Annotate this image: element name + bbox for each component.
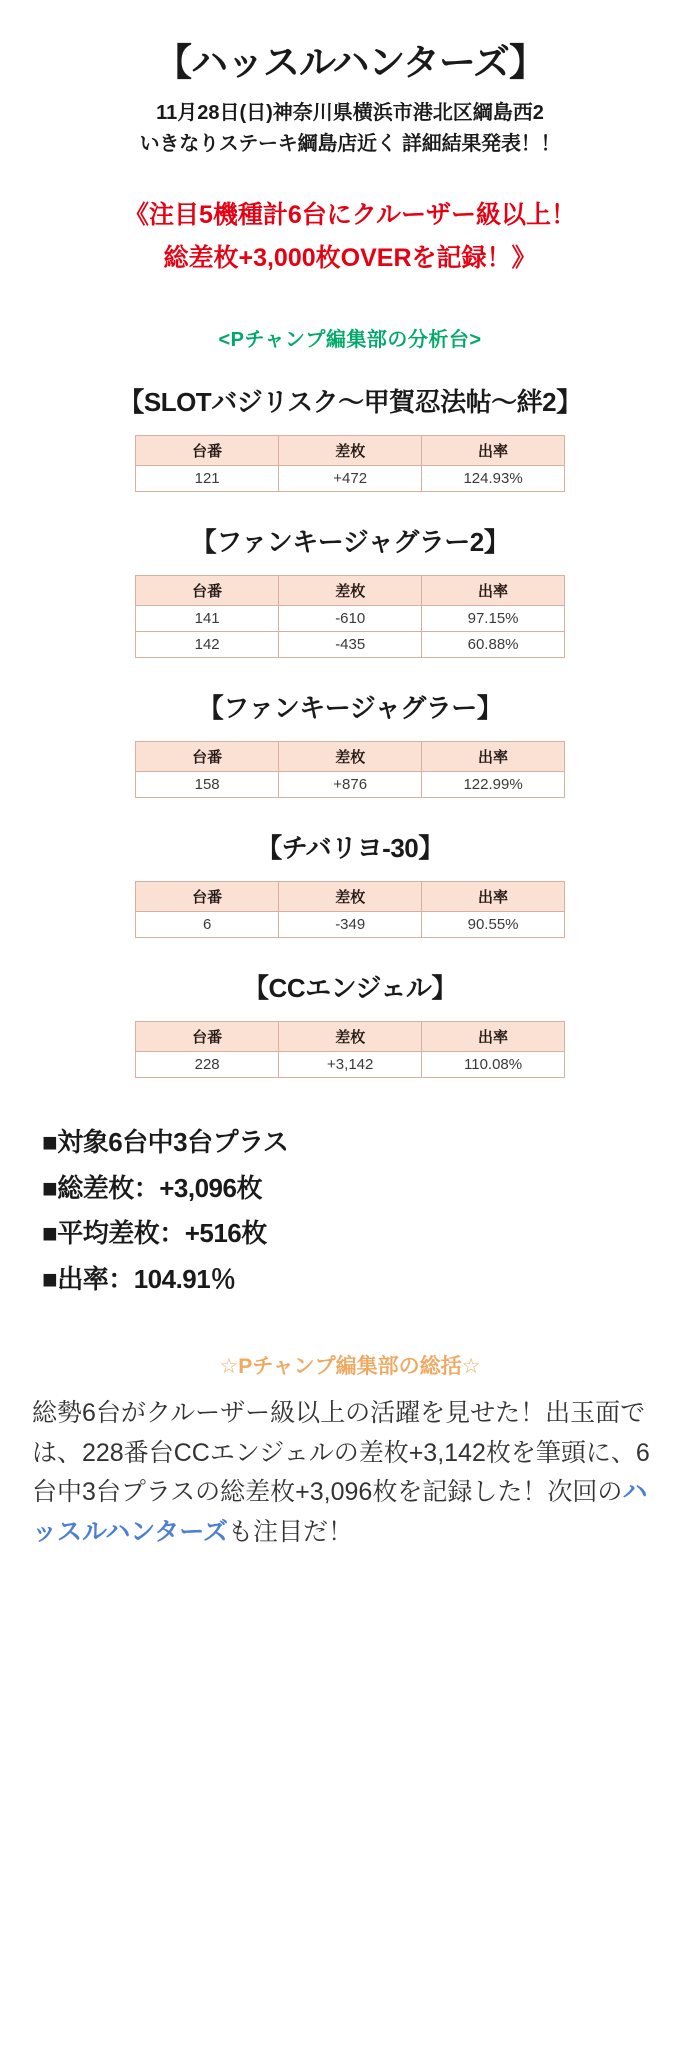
column-header-sa: 差枚 xyxy=(279,436,422,466)
column-header-sa: 差枚 xyxy=(279,742,422,772)
cell-dai: 228 xyxy=(136,1052,279,1078)
results-table xyxy=(135,435,565,492)
machine-title: 【CCエンジェル】 xyxy=(243,973,457,1003)
cell-dai: 142 xyxy=(136,632,279,658)
machine-block xyxy=(28,522,672,658)
table-row xyxy=(136,1052,565,1078)
cell-ritsu: 110.08% xyxy=(422,1052,565,1078)
cell-ritsu: 90.55% xyxy=(422,912,565,938)
table-row xyxy=(136,632,565,658)
table-row xyxy=(136,772,565,798)
column-header-sa: 差枚 xyxy=(279,882,422,912)
cell-dai: 6 xyxy=(136,912,279,938)
summary-item: ■出率：104.91％ xyxy=(42,1263,236,1294)
table-header-row xyxy=(136,1022,565,1052)
cell-sa: -435 xyxy=(279,632,422,658)
section-heading: <Pチャンプ編集部の分析台> xyxy=(218,329,482,351)
column-header-ritsu: 出率 xyxy=(422,1022,565,1052)
machine-block xyxy=(28,968,672,1078)
highlight-line-1: 《注目5機種計6台にクルーザー級以上！ xyxy=(123,201,577,229)
column-header-ritsu: 出率 xyxy=(422,742,565,772)
column-header-sa: 差枚 xyxy=(279,1022,422,1052)
highlight-line-2: 総差枚+3,000枚OVERを記録！》 xyxy=(163,243,537,272)
cell-ritsu: 122.99% xyxy=(422,772,565,798)
column-header-ritsu: 出率 xyxy=(422,882,565,912)
table-row xyxy=(136,606,565,632)
results-table xyxy=(135,741,565,798)
machine-title: 【チバリヨ-30】 xyxy=(256,833,444,863)
machine-title: 【ファンキージャグラー2】 xyxy=(190,527,510,557)
cell-sa: +876 xyxy=(279,772,422,798)
cell-ritsu: 124.93% xyxy=(422,466,565,492)
column-header-ritsu: 出率 xyxy=(422,436,565,466)
table-header-row xyxy=(136,436,565,466)
column-header-ritsu: 出率 xyxy=(422,576,565,606)
header-subline-1: 11月28日(日)神奈川県横浜市港北区綱島西2 xyxy=(156,102,544,124)
machine-title: 【ファンキージャグラー】 xyxy=(197,693,503,723)
table-header-row xyxy=(136,882,565,912)
summary-item: ■総差枚：+3,096枚 xyxy=(42,1172,262,1203)
machine-block xyxy=(28,828,672,938)
cell-sa: +472 xyxy=(279,466,422,492)
highlight-block xyxy=(28,194,672,279)
summary-item: ■平均差枚：+516枚 xyxy=(42,1218,267,1248)
table-row xyxy=(136,912,565,938)
column-header-dai: 台番 xyxy=(136,742,279,772)
header-subline-2: いきなりステーキ綱島店近く 詳細結果発表！！ xyxy=(139,133,561,155)
machine-title: 【SLOTバジリスク〜甲賀忍法帖〜絆2】 xyxy=(118,387,582,417)
cell-dai: 121 xyxy=(136,466,279,492)
table-row xyxy=(136,466,565,492)
conclusion-heading: ☆Pチャンプ編集部の総括☆ xyxy=(219,1355,481,1378)
results-table xyxy=(135,575,565,658)
column-header-dai: 台番 xyxy=(136,882,279,912)
cell-dai: 141 xyxy=(136,606,279,632)
conclusion-text-pre: 総勢6台がクルーザー級以上の活躍を見せた！出玉面では、228番台CCエンジェルの差枚+3,142枚を筆頭に、6台中3台プラスの総差枚+3,096枚を記録した！次回の xyxy=(32,1399,650,1506)
summary-list xyxy=(28,1120,672,1302)
conclusion-body xyxy=(28,1394,672,1552)
column-header-dai: 台番 xyxy=(136,1022,279,1052)
cell-ritsu: 97.15% xyxy=(422,606,565,632)
conclusion-text-post: も注目だ！ xyxy=(228,1517,354,1546)
table-header-row xyxy=(136,576,565,606)
machine-block xyxy=(28,382,672,492)
conclusion-highlight: ハッスルハンターズ xyxy=(32,1478,648,1546)
cell-sa: -349 xyxy=(279,912,422,938)
column-header-sa: 差枚 xyxy=(279,576,422,606)
table-header-row xyxy=(136,742,565,772)
machine-block xyxy=(28,688,672,798)
results-table xyxy=(135,1021,565,1078)
page-title: 【ハッスルハンターズ】 xyxy=(154,42,546,83)
cell-dai: 158 xyxy=(136,772,279,798)
cell-sa: -610 xyxy=(279,606,422,632)
column-header-dai: 台番 xyxy=(136,576,279,606)
summary-item: ■対象6台中3台プラス xyxy=(42,1127,289,1157)
results-table xyxy=(135,881,565,938)
cell-ritsu: 60.88% xyxy=(422,632,565,658)
column-header-dai: 台番 xyxy=(136,436,279,466)
cell-sa: +3,142 xyxy=(279,1052,422,1078)
